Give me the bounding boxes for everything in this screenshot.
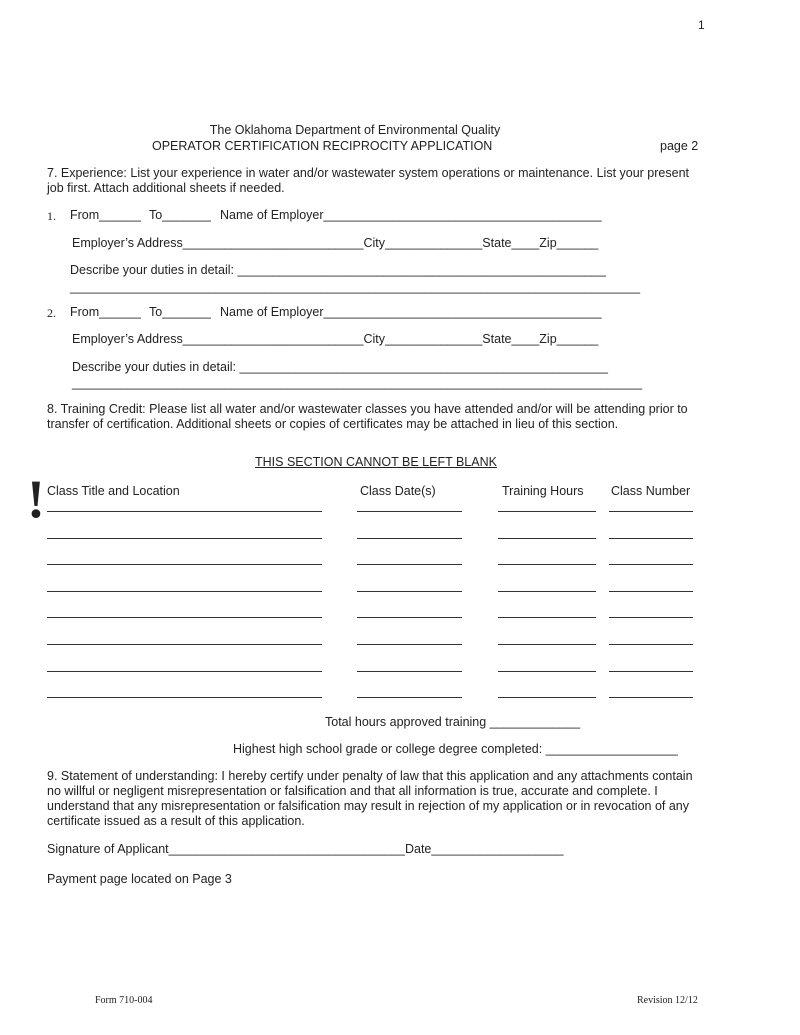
- training-row-8-training-hours-blank[interactable]: [498, 697, 596, 698]
- training-row-3-class-number-blank[interactable]: [609, 564, 693, 565]
- entry-2-duties-field[interactable]: Describe your duties in detail: _____________________________________________________: [72, 360, 608, 374]
- training-row-3-class-title-blank[interactable]: [47, 564, 322, 565]
- entry-1-duties-field[interactable]: Describe your duties in detail: _____________________________________________________: [70, 263, 606, 277]
- entry-1-duties-continued[interactable]: __________________________________________________________________________________: [70, 280, 641, 294]
- training-row-4-class-dates-blank[interactable]: [357, 591, 462, 592]
- total-hours-field[interactable]: Total hours approved training _____________: [325, 715, 581, 729]
- training-row-4-class-number-blank[interactable]: [609, 591, 693, 592]
- col-header-training-hours: Training Hours: [502, 484, 584, 498]
- entry-2-to-field[interactable]: To_______: [149, 305, 211, 319]
- training-row-5-class-dates-blank[interactable]: [357, 617, 462, 618]
- training-row-3-training-hours-blank[interactable]: [498, 564, 596, 565]
- signature-field[interactable]: Signature of Applicant__________________________________Date___________________: [47, 842, 564, 856]
- required-warning: THIS SECTION CANNOT BE LEFT BLANK: [255, 455, 497, 469]
- entry-1-employer-field[interactable]: Name of Employer________________________________________: [220, 208, 602, 222]
- org-name: The Oklahoma Department of Environmental Quality: [209, 123, 501, 137]
- training-row-8-class-number-blank[interactable]: [609, 697, 693, 698]
- training-row-1-class-dates-blank[interactable]: [357, 511, 462, 512]
- training-row-2-training-hours-blank[interactable]: [498, 538, 596, 539]
- entry-2-duties-continued[interactable]: __________________________________________________________________________________: [72, 376, 643, 390]
- training-row-8-class-title-blank[interactable]: [47, 697, 322, 698]
- training-row-2-class-number-blank[interactable]: [609, 538, 693, 539]
- training-row-6-training-hours-blank[interactable]: [498, 644, 596, 645]
- page-label: page 2: [660, 139, 699, 153]
- training-row-6-class-dates-blank[interactable]: [357, 644, 462, 645]
- training-row-2-class-title-blank[interactable]: [47, 538, 322, 539]
- training-row-6-class-number-blank[interactable]: [609, 644, 693, 645]
- section-9-text: 9. Statement of understanding: I hereby certify under penalty of law that this application and any attachments contain no willful or negligent misrepresentation or falsification and that all information is true, accurate and complete. I understand that any misrepresentation or falsification may result in rejection of my application or in revocation of any certificate issued as a result of this application.: [47, 769, 693, 828]
- training-row-5-class-number-blank[interactable]: [609, 617, 693, 618]
- entry-2-address-field[interactable]: Employer’s Address__________________________City______________State____Zip______: [72, 332, 599, 346]
- training-row-7-class-number-blank[interactable]: [609, 671, 693, 672]
- form-title: OPERATOR CERTIFICATION RECIPROCITY APPLICATION: [152, 139, 493, 153]
- form-number: Form 710-004: [95, 995, 153, 1006]
- training-row-1-class-title-blank[interactable]: [47, 511, 322, 512]
- training-row-5-training-hours-blank[interactable]: [498, 617, 596, 618]
- col-header-class-number: Class Number: [611, 484, 691, 498]
- col-header-class-dates: Class Date(s): [360, 484, 436, 498]
- training-row-5-class-title-blank[interactable]: [47, 617, 322, 618]
- training-row-7-class-title-blank[interactable]: [47, 671, 322, 672]
- section-7-text: 7. Experience: List your experience in water and/or wastewater system operations or maintenance. List your present job first. Attach additional sheets if needed.: [47, 166, 689, 195]
- entry-2-number: 2.: [47, 306, 56, 320]
- entry-1-number: 1.: [47, 209, 56, 223]
- page-number: 1: [698, 18, 705, 32]
- training-row-8-class-dates-blank[interactable]: [357, 697, 462, 698]
- training-row-7-class-dates-blank[interactable]: [357, 671, 462, 672]
- highest-grade-field[interactable]: Highest high school grade or college degree completed: ___________________: [233, 742, 678, 756]
- revision: Revision 12/12: [637, 995, 698, 1006]
- col-header-class-title: Class Title and Location: [47, 484, 180, 498]
- payment-note: Payment page located on Page 3: [47, 872, 232, 886]
- training-row-7-training-hours-blank[interactable]: [498, 671, 596, 672]
- training-row-3-class-dates-blank[interactable]: [357, 564, 462, 565]
- entry-1-to-field[interactable]: To_______: [149, 208, 211, 222]
- training-row-1-training-hours-blank[interactable]: [498, 511, 596, 512]
- training-row-4-class-title-blank[interactable]: [47, 591, 322, 592]
- training-row-2-class-dates-blank[interactable]: [357, 538, 462, 539]
- training-row-1-class-number-blank[interactable]: [609, 511, 693, 512]
- training-row-6-class-title-blank[interactable]: [47, 644, 322, 645]
- entry-2-from-field[interactable]: From______: [70, 305, 141, 319]
- entry-2-employer-field[interactable]: Name of Employer________________________________________: [220, 305, 602, 319]
- training-row-4-training-hours-blank[interactable]: [498, 591, 596, 592]
- entry-1-from-field[interactable]: From______: [70, 208, 141, 222]
- entry-1-address-field[interactable]: Employer’s Address__________________________City______________State____Zip______: [72, 236, 599, 250]
- section-8-text: 8. Training Credit: Please list all water and/or wastewater classes you have attended and/or will be attending prior to transfer of certification. Additional sheets or copies of certificates may be attached in lieu of this section.: [47, 402, 688, 431]
- alert-exclamation-icon: !: [27, 469, 45, 529]
